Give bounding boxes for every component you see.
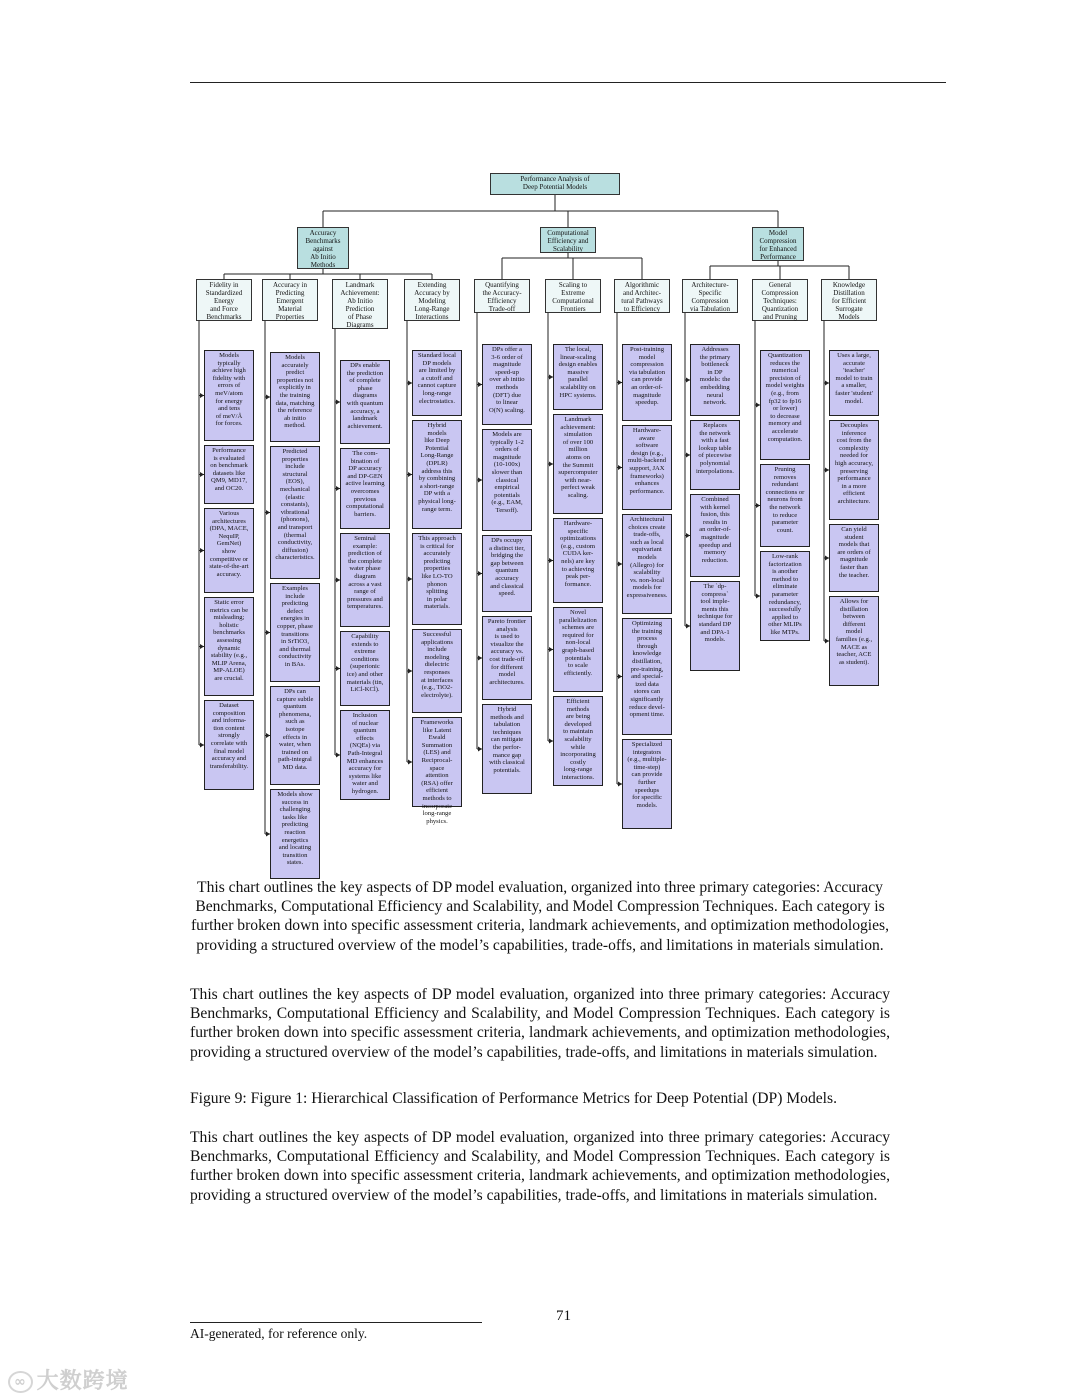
leaf-node: DPs occupy a distinct tier, bridging the gap between quantum accuracy and classical speed. (482, 535, 532, 612)
subcategory-node: Fidelity in Standardized Energy and Force Benchmarks (196, 279, 252, 321)
watermark (8, 1364, 129, 1395)
subcategory-node: General Compression Techniques: Quantization and Pruning (752, 279, 808, 321)
subcategory-node: Knowledge Distillation for Efficient Surrogate Models (821, 279, 877, 321)
subcategory-node: Architecture- Specific Compression via Tabulation (682, 279, 738, 313)
leaf-node: Performance is evaluated on benchmark datasets like QM9, MD17, and OC20. (204, 445, 254, 504)
body-paragraph: This chart outlines the key aspects of DP model evaluation, organized into three primary categories: Accuracy Benchmarks, Computational Efficiency and Scalability, and Model Compression Techniques. Each category is further broken down into specific assessment criteria, landmark achievements, and optimization methodologies, providing a structured overview of the model’s capabilities, trade-offs, and limitations in materials simulation. (190, 986, 890, 1061)
leaf-node: Seminal example: prediction of the complete water phase diagram across a vast range of pressures and temperatures. (340, 533, 390, 627)
leaf-node: DPs enable the prediction of complete phase diagrams with quantum accuracy, a landmark achievement. (340, 360, 390, 444)
leaf-node: Predicted properties include structural (EOS), mechanical (elastic constants), vibrational (phonons), and transport (thermal conductivity, diffusion) characteristics. (270, 446, 320, 579)
watermark-text: 大数跨境 (36, 1369, 129, 1394)
leaf-node: Models accurately predict properties not explicitly in the training data, matching the reference ab initio method. (270, 352, 320, 442)
leaf-node: Hardware- specific optimizations (e.g., custom CUDA ker- nels) are key to achieving peak per- formance. (553, 518, 603, 603)
root-node: Performance Analysis of Deep Potential Models (490, 173, 620, 195)
page-number: 71 (556, 1308, 571, 1324)
subcategory-node: Extending Accuracy by Modeling Long-Range Interactions (404, 279, 460, 321)
leaf-node: Combined with kernel fusion, this results in an order-of- magnitude speedup and memory reduction. (690, 494, 740, 577)
subcategory-node: Scaling to Extreme Computational Frontiers (545, 279, 601, 313)
leaf-node: Replaces the network with a fast lookup table of piecewise polynomial interpolations. (690, 420, 740, 490)
footnote: AI-generated, for reference only. (190, 1326, 368, 1341)
leaf-node: Various architectures (DPA, MACE, NequIP, GemNet) show competitive or state-of-the-art accuracy. (204, 508, 254, 593)
leaf-node: The com- bination of DP accuracy and DP-GEN active learning overcomes previous computational barriers. (340, 448, 390, 529)
leaf-node: Landmark achievement: simulation of over 100 million atoms on the Summit supercomputer with near- perfect weak scaling. (553, 414, 603, 514)
leaf-node: Efficient methods are being developed to maintain scalability while incorporating costly long-range interactions. (553, 696, 603, 786)
leaf-node: Dataset composition and informa- tion content strongly correlate with final model accuracy and transferability. (204, 700, 254, 790)
leaf-node: Optimizing the training process through knowledge distillation, pre-training, and special- ized data stores can significantly reduce devel- opment time. (622, 618, 672, 735)
leaf-node: Frameworks like Latent Ewald Summation (LES) and Reciprocal- space attention (RSA) offer efficient methods to incorporate long-range physics. (412, 717, 462, 807)
figure-caption: Figure 9: Figure 1: Hierarchical Classification of Performance Metrics for Deep Potential (DP) Models. (190, 1090, 837, 1107)
leaf-node: Low-rank factorization is another method to eliminate parameter redundancy, successfully applied to other MLIPs like MTPs. (760, 551, 810, 641)
leaf-node: Hardware- aware software design (e.g., multi-backend support, JAX frameworks) enhances performance. (622, 425, 672, 510)
leaf-node: Can yield student models that are orders of magnitude faster than the teacher. (829, 524, 879, 592)
leaf-node: Inclusion of nuclear quantum effects (NQEs) via Path-Integral MD enhances accuracy for systems like water and hydrogen. (340, 710, 390, 800)
leaf-node: Examples include predicting defect energies in copper, phase transitions in SrTiO3, and thermal conductivity in BAs. (270, 583, 320, 682)
leaf-node: Architectural choices create trade-offs, such as local equivariant models (Allegro) for scalability vs. non-local models for expressiveness. (622, 514, 672, 614)
body-paragraph: This chart outlines the key aspects of DP model evaluation, organized into three primary categories: Accuracy Benchmarks, Computational Efficiency and Scalability, and Model Compression Techniques. Each category is further broken down into specific assessment criteria, landmark achievements, and optimization methodologies, providing a structured overview of the model’s capabilities, trade-offs, and limitations in materials simulation. (190, 1129, 890, 1204)
subcategory-node: Algorithmic and Architec- tural Pathways to Efficiency (614, 279, 670, 313)
leaf-node: Models are typically 1-2 orders of magnitude (10-100x) slower than classical empirical potentials (e.g., EAM, Tersoff). (482, 429, 532, 531)
leaf-node: Uses a large, accurate 'teacher' model to train a smaller, faster 'student' model. (829, 350, 879, 416)
leaf-node: The `dp- compress` tool imple- ments this technique for standard DP and DPA-1 models. (690, 581, 740, 671)
leaf-node: Capability extends to extreme conditions (superionic ice) and other materials (tin, LiCl-KCl). (340, 631, 390, 706)
leaf-node: Models show success in challenging tasks like predicting reaction energetics and locating transition states. (270, 789, 320, 879)
footnote-rule (190, 1322, 482, 1323)
leaf-node: Quantization reduces the numerical precision of model weights (e.g., from fp32 to fp16 or lower) to decrease memory and accelerate computation. (760, 350, 810, 460)
leaf-node: Addresses the primary bottleneck in DP models: the embedding neural network. (690, 344, 740, 416)
leaf-node: Standard local DP models are limited by a cutoff and cannot capture long-range electrostatics. (412, 350, 462, 416)
category-node-compression: Model Compression for Enhanced Performance (752, 227, 804, 261)
leaf-node: Models typically achieve high fidelity with errors of meV/atom for energy and tens of meV/Å for forces. (204, 350, 254, 441)
leaf-node: DPs offer a 3-6 order of magnitude speed-up over ab initio methods (DFT) due to linear O(N) scaling. (482, 344, 532, 425)
subcategory-node: Quantifying the Accuracy- Efficiency Trade-off (474, 279, 530, 313)
leaf-node: Decouples inference cost from the complexity needed for high accuracy, preserving performance in a more efficient architecture. (829, 420, 879, 520)
leaf-node: Hybrid models like Deep Potential Long-Range (DPLR) address this by combining a short-range DP with a physical long- range term. (412, 420, 462, 529)
category-node-efficiency: Computational Efficiency and Scalability (540, 227, 596, 253)
leaf-node: Static error metrics can be misleading; holistic benchmarks assessing dynamic stability (e.g., MLIP Arena, MP-ALOE) are crucial. (204, 597, 254, 696)
watermark-logo-icon: ∞ (8, 1371, 33, 1393)
leaf-node: Allows for distillation between different model families (e.g., MACE as teacher, ACE as student). (829, 596, 879, 686)
leaf-node: Post-training model compression via tabulation can provide an order-of- magnitude speedup. (622, 344, 672, 421)
leaf-node: Hybrid methods and tabulation techniques can mitigate the perfor- mance gap with classical potentials. (482, 704, 532, 794)
leaf-node: Novel parallelization schemes are required for non-local graph-based potentials to scale efficiently. (553, 607, 603, 692)
leaf-node: Pruning removes redundant connections or neurons from the network to reduce parameter count. (760, 464, 810, 547)
category-node-accuracy: Accuracy Benchmarks against Ab Initio Methods (297, 227, 349, 269)
leaf-node: The local, linear-scaling design enables massive parallel scalability on HPC systems. (553, 344, 603, 410)
leaf-node: This approach is critical for accurately predicting properties like LO-TO phonon splitting in polar materials. (412, 533, 462, 625)
leaf-node: DPs can capture subtle quantum phenomena, such as isotope effects in water, when trained on path-integral MD data. (270, 686, 320, 785)
leaf-node: Successful applications include modeling dielectric responses at interfaces (e.g., TiO2- electrolyte). (412, 629, 462, 713)
chart-description: This chart outlines the key aspects of DP model evaluation, organized into three primary categories: Accuracy Benchmarks, Computational Efficiency and Scalability, and Model Compression Techniques. Each category is further broken down into specific assessment criteria, landmark achievements, and optimization methodologies, providing a structured overview of the model’s capabilities, trade-offs, and limitations in materials simulation. (190, 879, 890, 954)
subcategory-node: Landmark Achievement: Ab Initio Prediction of Phase Diagrams (332, 279, 388, 329)
leaf-node: Specialized integrators (e.g., multiple- time-step) can provide further speedups for specific models. (622, 739, 672, 829)
leaf-node: Pareto frontier analysis is used to visualize the accuracy vs. cost trade-off for different model architectures. (482, 616, 532, 700)
subcategory-node: Accuracy in Predicting Emergent Material Properties (262, 279, 318, 321)
